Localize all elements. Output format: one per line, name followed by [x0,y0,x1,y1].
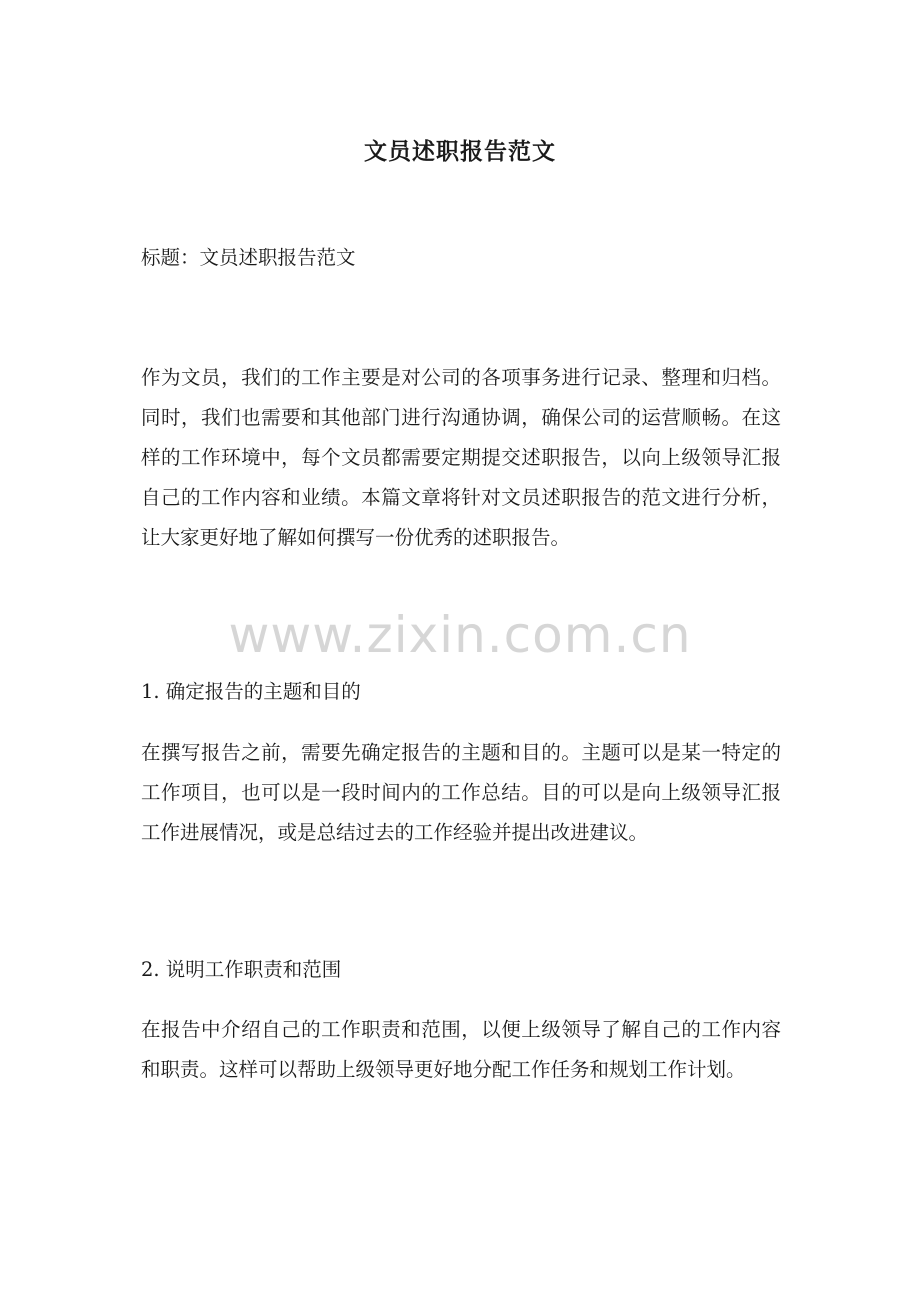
subtitle-line: 标题：文员述职报告范文 [141,246,356,269]
watermark-text: www.zixin.com.cn [228,606,692,664]
document-title: 文员述职报告范文 [364,138,556,166]
intro-paragraph: 作为文员，我们的工作主要是对公司的各项事务进行记录、整理和归档。同时，我们也需要和其他部门进行沟通协调，确保公司的运营顺畅。在这样的工作环境中，每个文员都需要定期提交述职报告，以向上级领导汇报自己的工作内容和业绩。本篇文章将针对文员述职报告的范文进行分析，让大家更好地了解如何撰写一份优秀的述职报告。 [141,366,781,549]
section-heading-2: 2. 说明工作职责和范围 [141,958,342,981]
section-body-2: 在报告中介绍自己的工作职责和范围，以便上级领导了解自己的工作内容和职责。这样可以帮助上级领导更好地分配工作任务和规划工作计划。 [141,1018,781,1081]
section-heading-1: 1. 确定报告的主题和目的 [141,680,361,703]
section-body-1: 在撰写报告之前，需要先确定报告的主题和目的。主题可以是某一特定的工作项目，也可以是一段时间内的工作总结。目的可以是向上级领导汇报工作进展情况，或是总结过去的工作经验并提出改进建议。 [141,741,781,844]
